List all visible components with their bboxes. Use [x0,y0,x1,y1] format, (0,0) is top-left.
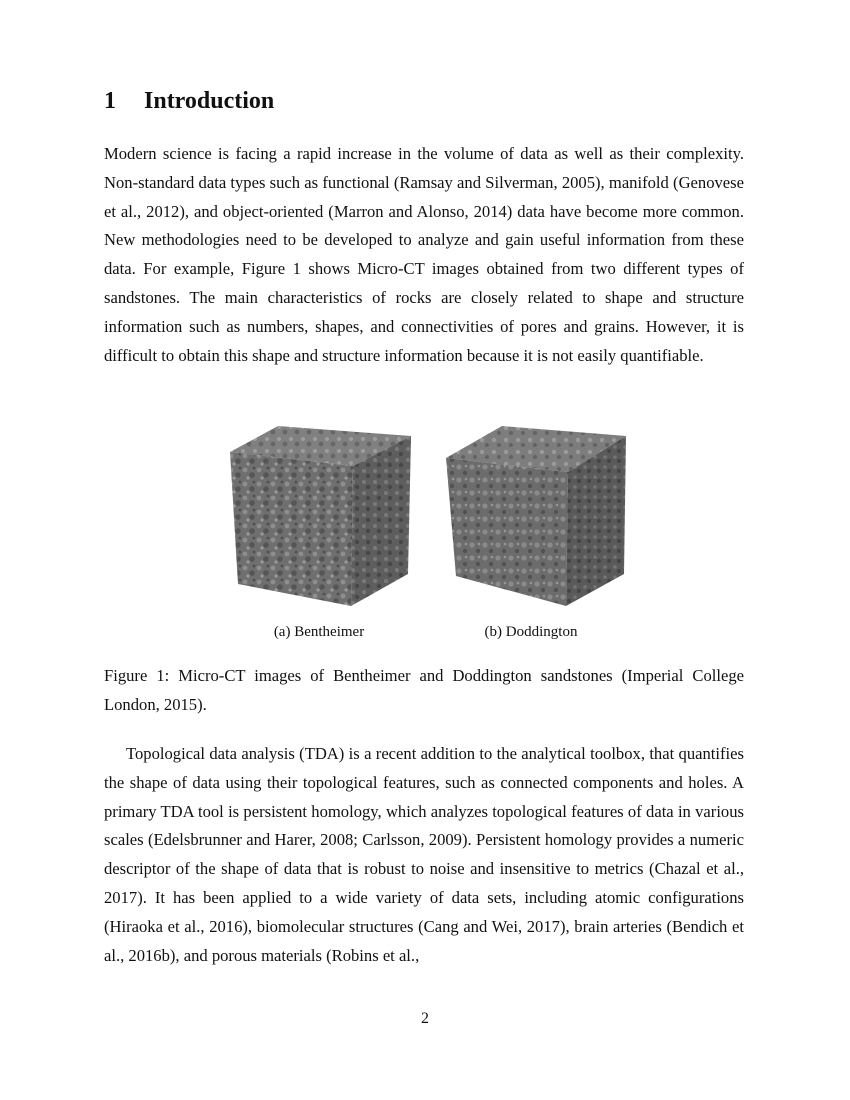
cube-front-face [230,452,353,606]
section-title: Introduction [144,88,275,114]
doddington-cube-image [442,424,632,609]
figure-caption: Figure 1: Micro-CT images of Bentheimer and Doddington sandstones (Imperial College London, 2015). [104,666,744,714]
section-heading [104,88,274,115]
subcaption-b: (b) Doddington [484,624,578,640]
paragraph-tda: Topological data analysis (TDA) is a recent addition to the analytical toolbox, that quantifies the shape of data using their topological features, such as connected components and holes. A primary TDA tool is persistent homology, which analyzes topological features of data in various scales (Edelsbrunner and Harer, 2008; Carlsson, 2009). Persistent homology provides a numeric descriptor of the shape of data that is robust to noise and insensitive to metrics (Chazal et al., 2017). It has been applied to a wide variety of data sets, including atomic configurations (Hiraoka et al., 2016), biomolecular structures (Cang and Wei, 2017), brain arteries (Bendich et al., 2016b), and porous materials (Robins et al., [104,744,744,965]
paragraph-intro: Modern science is facing a rapid increase in the volume of data as well as their complexity. Non-standard data types such as functional (Ramsay and Silverman, 2005), manifold (Genovese et al., 2012), and object-oriented (Marron and Alonso, 2014) data have become more common. New methodologies need to be developed to analyze and gain useful information from these data. For example, Figure 1 shows Micro-CT images obtained from two different types of sandstones. The main characteristics of rocks are closely related to shape and structure information such as numbers, shapes, and connectivities of pores and grains. However, it is difficult to obtain this shape and structure information because it is not easily quantifiable. [104,144,744,365]
page-number: 2 [421,1010,429,1027]
cube-front-face [446,458,568,606]
figure-1 [104,424,744,724]
subcaption-a: (a) Bentheimer [273,624,365,640]
section-number: 1 [104,88,116,114]
bentheimer-cube-image [228,424,418,609]
